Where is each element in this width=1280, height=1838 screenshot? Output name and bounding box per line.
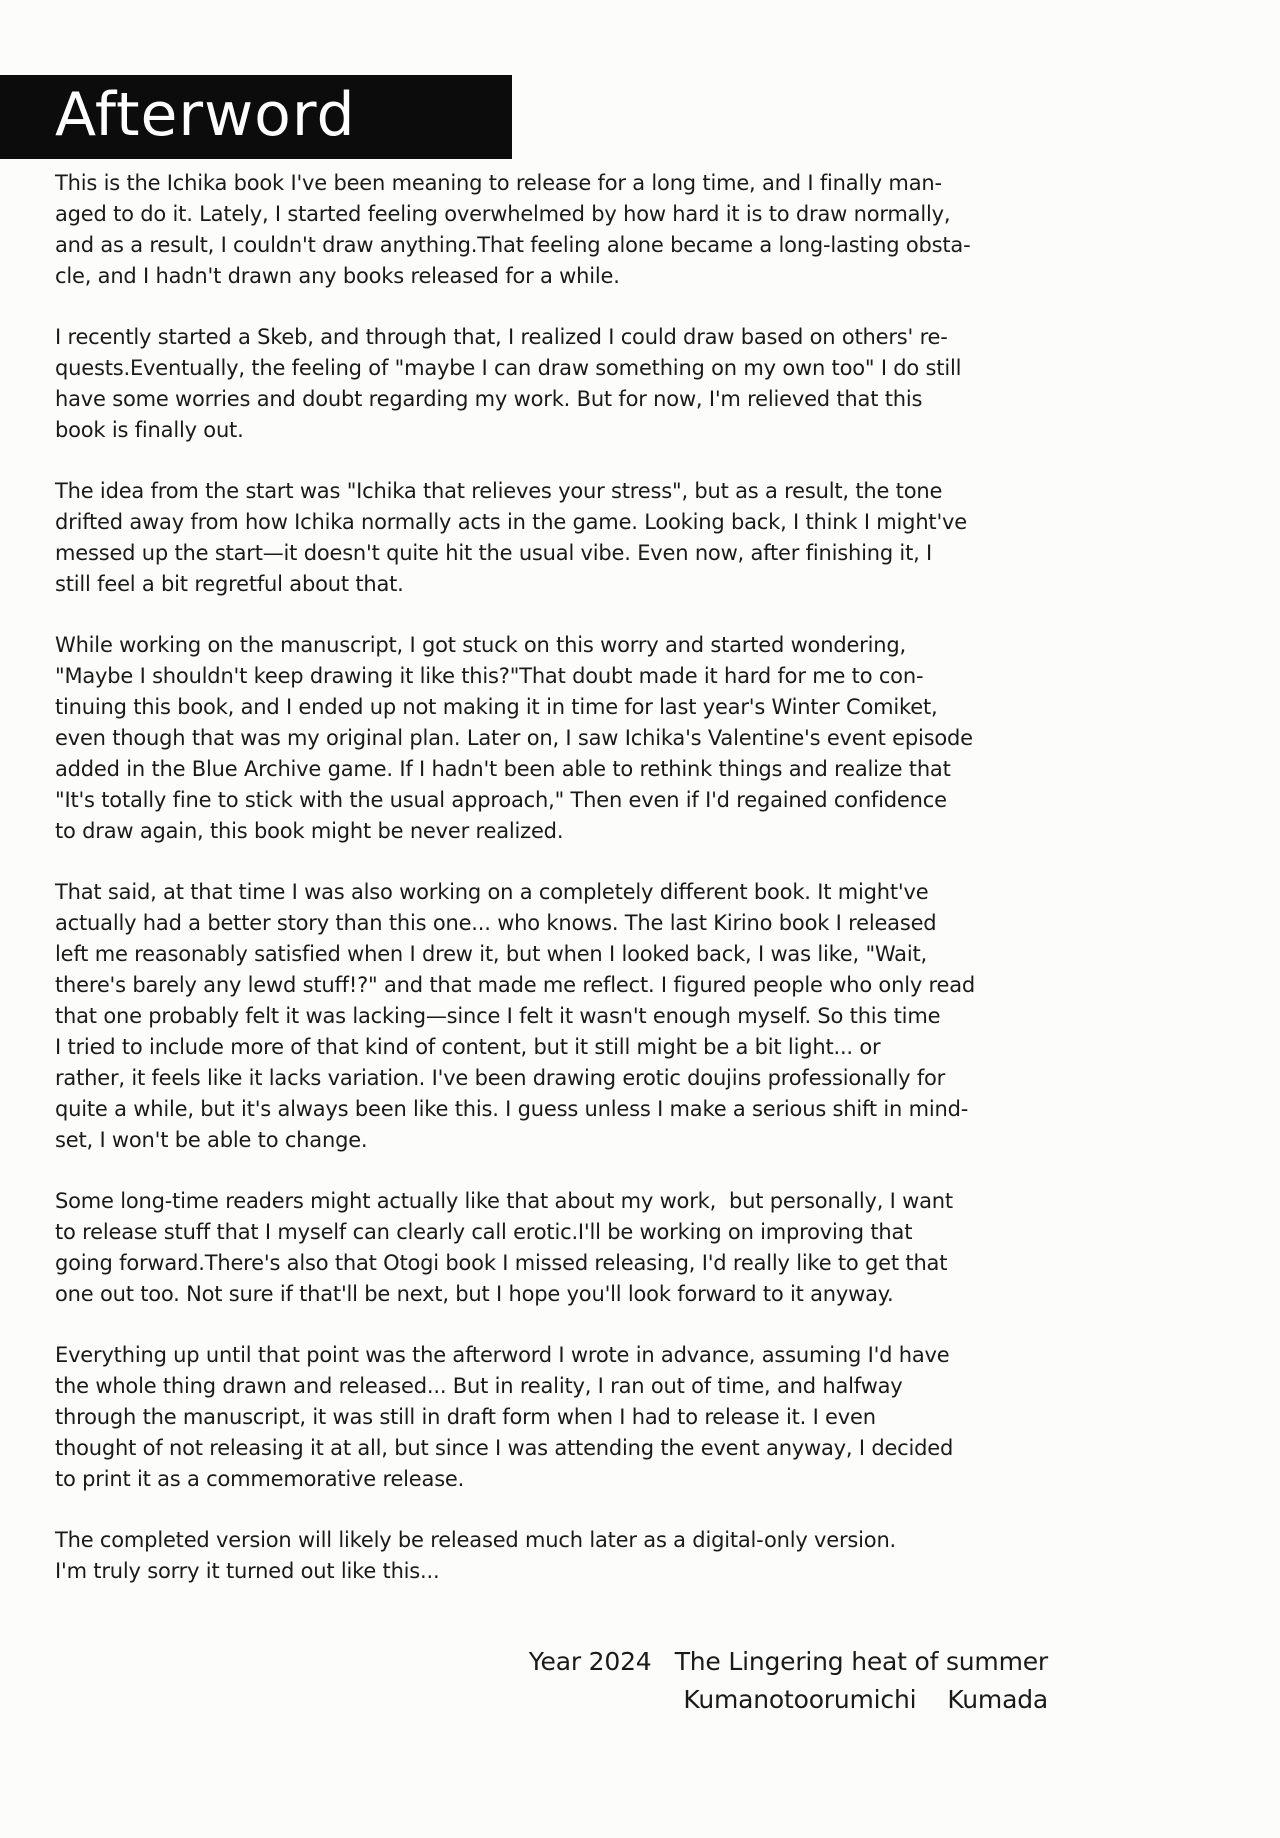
text-line: quests.Eventually, the feeling of "maybe I can draw something on my own too" I do still [55, 356, 962, 380]
text-line: I recently started a Skeb, and through that, I realized I could draw based on others' re- [55, 325, 948, 349]
text-line: This is the Ichika book I've been meaning to release for a long time, and I finally man- [55, 171, 942, 195]
text-line: to draw again, this book might be never realized. [55, 819, 564, 843]
text-line: still feel a bit regretful about that. [55, 572, 404, 596]
paragraph [55, 322, 1280, 446]
text-line: tinuing this book, and I ended up not making it in time for last year's Winter Comiket, [55, 695, 938, 719]
text-line: rather, it feels like it lacks variation. I've been drawing erotic doujins professionally for [55, 1066, 946, 1090]
text-line: "It's totally fine to stick with the usual approach," Then even if I'd regained confidence [55, 788, 947, 812]
text-line: one out too. Not sure if that'll be next, but I hope you'll look forward to it anyway. [55, 1282, 894, 1306]
text-line: even though that was my original plan. Later on, I saw Ichika's Valentine's event episode [55, 726, 973, 750]
text-line: messed up the start—it doesn't quite hit the usual vibe. Even now, after finishing it, I [55, 541, 933, 565]
text-line: there's barely any lewd stuff!?" and that made me reflect. I figured people who only read [55, 973, 976, 997]
text-line: to release stuff that I myself can clearly call erotic.I'll be working on improving that [55, 1220, 913, 1244]
text-line: Everything up until that point was the afterword I wrote in advance, assuming I'd have [55, 1343, 950, 1367]
text-line: While working on the manuscript, I got stuck on this worry and started wondering, [55, 633, 906, 657]
text-line: to print it as a commemorative release. [55, 1467, 465, 1491]
afterword-banner [0, 75, 512, 159]
paragraph [55, 1340, 1280, 1495]
text-line: cle, and I hadn't drawn any books released for a while. [55, 264, 620, 288]
paragraph [55, 168, 1280, 292]
paragraph [55, 877, 1280, 1156]
text-line: through the manuscript, it was still in draft form when I had to release it. I even [55, 1405, 876, 1429]
text-line: have some worries and doubt regarding my work. But for now, I'm relieved that this [55, 387, 923, 411]
text-line: going forward.There's also that Otogi book I missed releasing, I'd really like to get that [55, 1251, 948, 1275]
paragraph [55, 1186, 1280, 1310]
text-line: and as a result, I couldn't draw anything.That feeling alone became a long-lasting obsta- [55, 233, 971, 257]
text-line: Some long-time readers might actually like that about my work, but personally, I want [55, 1189, 953, 1213]
signature-block [0, 1643, 1280, 1719]
text-line: the whole thing drawn and released... But in reality, I ran out of time, and halfway [55, 1374, 903, 1398]
paragraph [55, 630, 1280, 847]
text-line: The idea from the start was "Ichika that relieves your stress", but as a result, the tone [55, 479, 943, 503]
text-line: drifted away from how Ichika normally acts in the game. Looking back, I think I might've [55, 510, 967, 534]
text-line: aged to do it. Lately, I started feeling overwhelmed by how hard it is to draw normally, [55, 202, 951, 226]
text-line: left me reasonably satisfied when I drew it, but when I looked back, I was like, "Wait, [55, 942, 927, 966]
text-line: The completed version will likely be released much later as a digital-only version. [55, 1528, 897, 1552]
text-line: thought of not releasing it at all, but since I was attending the event anyway, I decided [55, 1436, 954, 1460]
paragraph [55, 476, 1280, 600]
afterword-body [0, 159, 1280, 1587]
text-line: book is finally out. [55, 418, 244, 442]
paragraph [55, 1525, 1280, 1587]
text-line: added in the Blue Archive game. If I hadn't been able to rethink things and realize that [55, 757, 951, 781]
text-line: I'm truly sorry it turned out like this... [55, 1559, 440, 1583]
text-line: set, I won't be able to change. [55, 1128, 368, 1152]
signature-year-title: Year 2024 The Lingering heat of summer [528, 1647, 1048, 1676]
text-line: I tried to include more of that kind of content, but it still might be a bit light... or [55, 1035, 881, 1059]
page-title: Afterword [55, 80, 356, 150]
text-line: actually had a better story than this one... who knows. The last Kirino book I released [55, 911, 937, 935]
text-line: That said, at that time I was also working on a completely different book. It might've [55, 880, 929, 904]
signature-author-name: Kumanotoorumichi Kumada [683, 1685, 1048, 1714]
text-line: "Maybe I shouldn't keep drawing it like this?"That doubt made it hard for me to con- [55, 664, 924, 688]
text-line: quite a while, but it's always been like this. I guess unless I make a serious shift in mind- [55, 1097, 969, 1121]
text-line: that one probably felt it was lacking—since I felt it wasn't enough myself. So this time [55, 1004, 941, 1028]
